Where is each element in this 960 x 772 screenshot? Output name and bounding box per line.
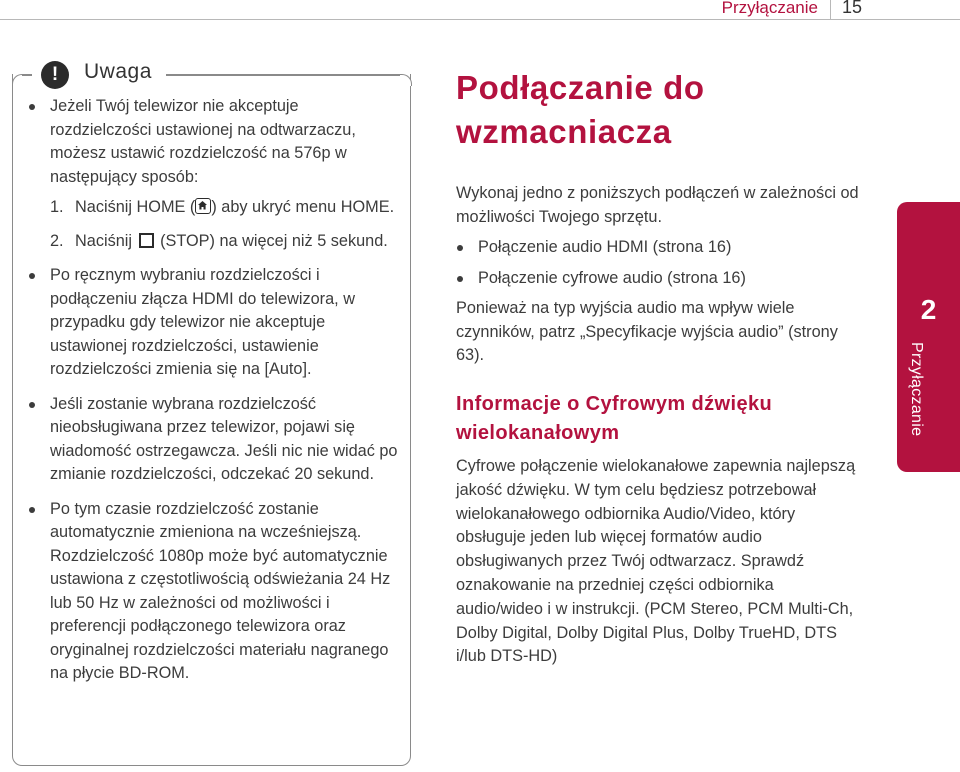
- header-section-title: Przyłączanie: [721, 0, 818, 17]
- page-number: 15: [842, 0, 863, 17]
- bullet-dot: [29, 402, 35, 408]
- bullet-dot: [29, 104, 35, 110]
- list-item: [456, 267, 866, 291]
- note-bullet: [28, 393, 398, 487]
- subsection-heading: Informacje o Cyfrowym dźwięku wielokanałowym: [456, 393, 773, 444]
- note-paragraph: Ponieważ na typ wyjścia audio ma wpływ wiele czynników, patrz „Specyfikacje wyjścia audio” (strony 63).: [456, 299, 838, 364]
- note-step: [28, 196, 398, 220]
- note-body: [28, 95, 398, 686]
- note-bullet: [28, 264, 398, 382]
- note-title: Uwaga: [84, 60, 152, 83]
- header-rule: [0, 19, 960, 20]
- chapter-tab: [897, 202, 960, 472]
- section-heading: Podłączanie do wzmacniacza: [456, 69, 705, 150]
- note-bullet-text: Jeśli zostanie wybrana rozdzielczość nieobsługiwana przez telewizor, pojawi się wiadomość ostrzegawcza. Jeśli nic nie widać po zmianie rozdzielczości, odczekać 20 sekund.: [50, 394, 398, 483]
- step-number: 2.: [50, 231, 64, 250]
- chapter-number: 2: [920, 294, 937, 325]
- note-box-top-right: [166, 74, 402, 76]
- note-bullet-text: Po ręcznym wybraniu rozdzielczości i podłączeniu złącza HDMI do telewizora, w przypadku gdy telewizor nie akceptuje ustawionej rozdzielczości, ustawienie rozdzielczości zmienia się na [Auto].: [50, 266, 355, 378]
- note-bullet: [28, 498, 398, 686]
- stop-icon: [139, 233, 154, 248]
- step-number: 1.: [50, 198, 64, 216]
- note-bullet: [28, 95, 398, 189]
- list-item-text: Połączenie cyfrowe audio (strona 16): [478, 268, 746, 287]
- bullet-dot: [457, 276, 463, 282]
- note-box-top-left: [22, 74, 32, 76]
- note-bullet-text: Jeżeli Twój telewizor nie akceptuje rozdzielczości ustawionej na odtwarzaczu, możesz ustawić rozdzielczość na 576p w następujący sposób:: [50, 97, 356, 186]
- chapter-label: Przyłączanie: [908, 342, 925, 437]
- note-step: [28, 230, 398, 254]
- step-text: Naciśnij HOME (: [75, 198, 196, 216]
- header-divider: [830, 0, 831, 20]
- note-bullet-text: Po tym czasie rozdzielczość zostanie automatycznie zmieniona na wcześniejszą. Rozdzielczość 1080p może być automatycznie ustawiona z częstotliwością odświeżania 24 Hz lub 50 Hz w zależności od możliwości i preferencji podłączonego telewizora oraz oryginalnej rozdzielczości materiału nagranego na płycie BD-ROM.: [50, 499, 391, 682]
- bullet-dot: [29, 507, 35, 513]
- bullet-dot: [29, 273, 35, 279]
- home-icon: [195, 198, 211, 214]
- list-item: [456, 236, 866, 260]
- intro-paragraph: Wykonaj jedno z poniższych podłączeń w zależności od możliwości Twojego sprzętu.: [456, 184, 859, 226]
- step-text: Naciśnij: [75, 231, 133, 250]
- step-text: (STOP) na więcej niż 5 sekund.: [160, 231, 388, 250]
- warning-icon: !: [41, 61, 69, 89]
- bullet-dot: [457, 245, 463, 251]
- connection-list: [456, 236, 866, 290]
- list-item-text: Połączenie audio HDMI (strona 16): [478, 238, 732, 256]
- step-text: ) aby ukryć menu HOME.: [211, 198, 395, 216]
- body-paragraph: Cyfrowe połączenie wielokanałowe zapewnia najlepszą jakość dźwięku. W tym celu będziesz potrzebował wielokanałowego odbiornika Audio/Video, który obsługuje jeden lub więcej formatów audio obsługiwanych przez Twój odtwarzacz. Sprawdź oznakowanie na przedniej części odbiornika audio/wideo i w instrukcji. (PCM Stereo, PCM Multi-Ch, Dolby Digital, Dolby Digital Plus, Dolby TrueHD, DTS i/lub DTS-HD): [456, 457, 856, 666]
